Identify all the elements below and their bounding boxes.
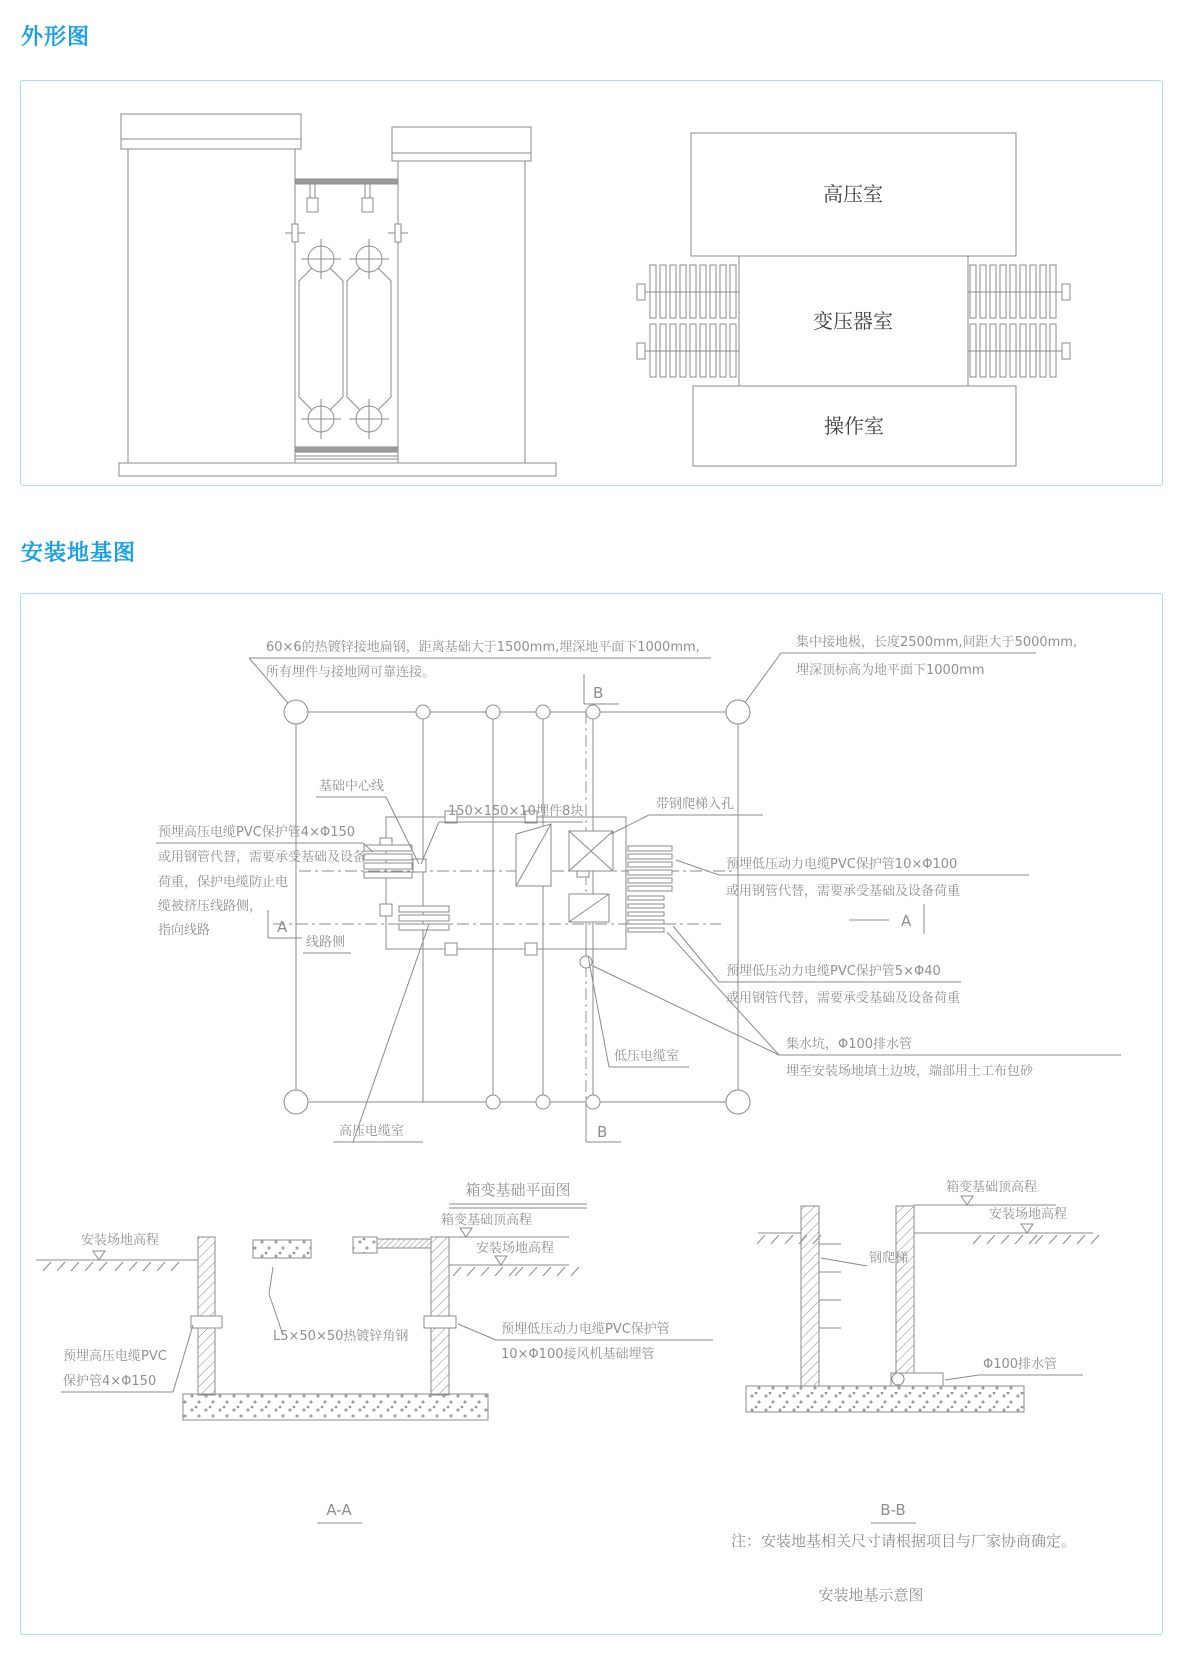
front-view-drawing (119, 114, 556, 476)
plan-label-hv-pipe-3: 荷重，保护电缆防止电 (158, 875, 289, 890)
foundation-caption: 安装地基示意图 (818, 1586, 924, 1604)
plan-label-hv-pipe-2: 或用钢管代替，需要承受基础及设备 (158, 850, 367, 865)
bb-label-ladder: 钢爬梯 (869, 1251, 909, 1266)
plan-title: 箱变基础平面图 (465, 1181, 571, 1199)
plan-label-hv-pipe-5: 指向线路 (158, 923, 211, 938)
foundation-plan-drawing (156, 634, 1121, 1208)
plan-label-center-line: 基础中心线 (319, 779, 385, 794)
plan-label-hv-cable-room: 高压电缆室 (339, 1124, 405, 1139)
plan-note-ground-strip-2: 所有埋件与接地网可靠连接。 (266, 665, 436, 680)
foundation-drawing (21, 594, 1160, 1632)
aa-label-angle-steel: L5×50×50热镀锌角钢 (273, 1329, 409, 1344)
aa-label-hv-pipe-1: 预埋高压电缆PVC (63, 1349, 167, 1364)
plan-label-ladder-hole: 带钢爬梯入孔 (656, 797, 735, 812)
section-bb-drawing (746, 1179, 1099, 1523)
aa-label-site-elevation-2: 安装场地高程 (476, 1241, 555, 1256)
plan-label-embed-plates: 150×150×10埋件8块 (448, 804, 584, 819)
plan-label-lv-pipe5-2: 或用钢管代替，需要承受基础及设备荷重 (726, 991, 961, 1006)
outline-panel (20, 80, 1163, 486)
label-room-operation: 操作室 (824, 414, 884, 438)
label-room-transformer: 变压器室 (813, 309, 893, 333)
section-marker-a-right: A (901, 912, 912, 930)
bb-label-site-elevation: 安装场地高程 (989, 1207, 1068, 1222)
bb-label-foundation-top-elevation: 箱变基础顶高程 (946, 1180, 1038, 1195)
section-marker-b-top: B (593, 684, 604, 702)
label-room-high-voltage: 高压室 (823, 182, 883, 206)
outline-drawing (21, 81, 1160, 483)
section-bb-title: B-B (880, 1501, 906, 1519)
plan-label-lv-pipe10-1: 预埋低压动力电缆PVC保护管10×Φ100 (726, 857, 958, 872)
aa-label-site-elevation: 安装场地高程 (81, 1233, 160, 1248)
plan-label-lv-pipe5-1: 预埋低压动力电缆PVC保护管5×Φ40 (726, 964, 941, 979)
plan-note-electrode-1: 集中接地极，长度2500mm,间距大于5000mm, (796, 635, 1078, 650)
plan-label-sump-2: 埋至安装场地填土边坡，端部用土工布包砂 (786, 1064, 1034, 1079)
aa-label-lv-pipe-2: 10×Φ100接风机基础埋管 (501, 1347, 655, 1362)
foundation-note: 注：安装地基相关尺寸请根据项目与厂家协商确定。 (731, 1532, 1077, 1550)
plan-label-line-side: 线路侧 (306, 935, 346, 950)
section-title-outline: 外形图 (21, 25, 91, 50)
plan-note-ground-strip-1: 60×6的热镀锌接地扁钢，距离基础大于1500mm,埋深地平面下1000mm, (266, 640, 700, 655)
plan-label-sump-1: 集水坑，Φ100排水管 (786, 1037, 913, 1052)
section-aa-drawing (36, 1212, 713, 1523)
aa-label-foundation-top-elevation: 箱变基础顶高程 (441, 1213, 533, 1228)
top-view-drawing (637, 133, 1070, 466)
plan-label-hv-pipe-4: 缆被挤压线路侧， (158, 899, 263, 914)
aa-label-hv-pipe-2: 保护管4×Φ150 (63, 1374, 157, 1389)
plan-label-lv-cable-room: 低压电缆室 (614, 1049, 680, 1064)
foundation-panel (20, 593, 1163, 1635)
bb-label-drain-pipe: Φ100排水管 (983, 1357, 1058, 1372)
section-marker-b-bottom: B (597, 1123, 608, 1141)
aa-label-lv-pipe-1: 预埋低压动力电缆PVC保护管 (501, 1322, 670, 1337)
plan-note-electrode-2: 埋深顶标高为地平面下1000mm (796, 663, 985, 678)
plan-label-hv-pipe-1: 预埋高压电缆PVC保护管4×Φ150 (158, 825, 356, 840)
plan-label-lv-pipe10-2: 或用钢管代替，需要承受基础及设备荷重 (726, 884, 961, 899)
section-marker-a-left: A (277, 918, 288, 936)
section-aa-title: A-A (326, 1501, 352, 1519)
section-title-foundation: 安装地基图 (21, 541, 137, 566)
